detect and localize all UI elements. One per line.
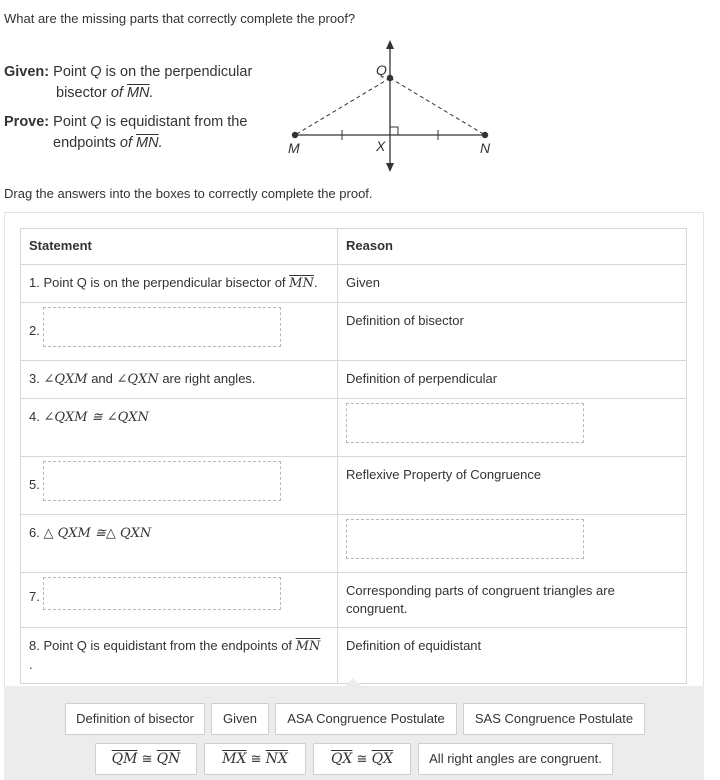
segment-mn: $\overline{MN}$ <box>126 85 150 101</box>
answer-chip-sas-postulate[interactable]: SAS Congruence Postulate <box>463 703 645 735</box>
given-prove-block <box>4 62 284 154</box>
right-angle-mark <box>390 127 398 135</box>
row5-reason: Reflexive Property of Congruence <box>346 467 542 482</box>
answer-chip-mx-congruent-nx[interactable]: $\overline{MX}$ ≅ $\overline{NX}$ <box>204 743 306 775</box>
segment-mn: $\overline{MN}$ <box>289 276 314 291</box>
proof-table <box>20 228 687 684</box>
given-line-1: Given: Point Q is on the perpendicular <box>4 64 253 80</box>
segment-mn: $\overline{MN}$ <box>136 135 159 151</box>
row3-statement: 3. ∠QXM and ∠QXN are right angles. <box>29 371 256 387</box>
row8-reason: Definition of equidistant <box>346 638 482 653</box>
segment-qn <box>390 78 485 135</box>
row1-statement: 1. Point Q is on the perpendicular bisector of $\overline{MN}$. <box>29 275 318 291</box>
table-row <box>21 515 687 573</box>
table-row <box>21 399 687 457</box>
table-row <box>21 457 687 515</box>
label-n: N <box>480 140 491 156</box>
geometry-diagram <box>285 38 505 178</box>
segment-qm <box>295 78 390 135</box>
row4-statement: 4. ∠QXM ≅ ∠QXN <box>29 409 149 425</box>
table-header-row <box>21 229 687 265</box>
drop-box-statement-2[interactable] <box>43 307 281 347</box>
answer-chip-definition-of-bisector[interactable]: Definition of bisector <box>65 703 205 735</box>
segment-mn: $\overline{MN}$ <box>295 639 321 654</box>
answer-chip-qm-congruent-qn[interactable]: $\overline{QM}$ ≅ $\overline{QN}$ <box>95 743 197 775</box>
answer-chip-given[interactable]: Given <box>211 703 269 735</box>
row3-reason: Definition of perpendicular <box>346 371 498 386</box>
answer-chip-right-angles-congruent[interactable]: All right angles are congruent. <box>418 743 613 775</box>
arrow-up-icon <box>386 40 394 49</box>
row7-reason: Corresponding parts of congruent triangles are congruent. <box>346 583 615 616</box>
header-reason: Reason <box>346 238 393 253</box>
point-m <box>292 132 298 138</box>
label-q: Q <box>376 62 387 78</box>
prove-line-2: endpoints of $\overline{MN}$. <box>53 135 163 151</box>
instruction-text: Drag the answers into the boxes to correctly complete the proof. <box>4 186 373 201</box>
label-x: X <box>376 138 386 154</box>
label-m: M <box>288 140 300 156</box>
point-q <box>387 75 393 81</box>
given-line-2: bisector of $\overline{MN}$. <box>56 85 154 101</box>
answer-chip-asa-postulate[interactable]: ASA Congruence Postulate <box>275 703 457 735</box>
point-n <box>482 132 488 138</box>
row2-number: 2. <box>29 323 40 338</box>
row2-reason: Definition of bisector <box>346 313 464 328</box>
row7-number: 7. <box>29 589 40 604</box>
question-prompt: What are the missing parts that correctly complete the proof? <box>4 11 356 26</box>
answer-chip-qx-congruent-qx[interactable]: $\overline{QX}$ ≅ $\overline{QX}$ <box>313 743 411 775</box>
table-row <box>21 628 687 684</box>
prove-label: Prove: <box>4 114 50 130</box>
drop-box-statement-5[interactable] <box>43 461 281 501</box>
arrow-down-icon <box>386 163 394 172</box>
row1-reason: Given <box>346 275 380 290</box>
drop-box-reason-6[interactable] <box>346 519 584 559</box>
row6-statement: 6. △ QXM ≅△ QXN <box>29 525 152 541</box>
table-row <box>21 361 687 399</box>
drop-box-reason-4[interactable] <box>346 403 584 443</box>
table-row <box>21 573 687 628</box>
row8-statement: 8. Point Q is equidistant from the endpoints of $\overline{MN}$ . <box>29 638 321 672</box>
row5-number: 5. <box>29 477 40 492</box>
table-row <box>21 303 687 361</box>
table-row <box>21 265 687 303</box>
header-statement: Statement <box>29 238 92 253</box>
prove-line-1: Prove: Point Q is equidistant from the <box>4 114 248 130</box>
drop-box-statement-7[interactable] <box>43 577 281 610</box>
given-label: Given: <box>4 64 50 80</box>
